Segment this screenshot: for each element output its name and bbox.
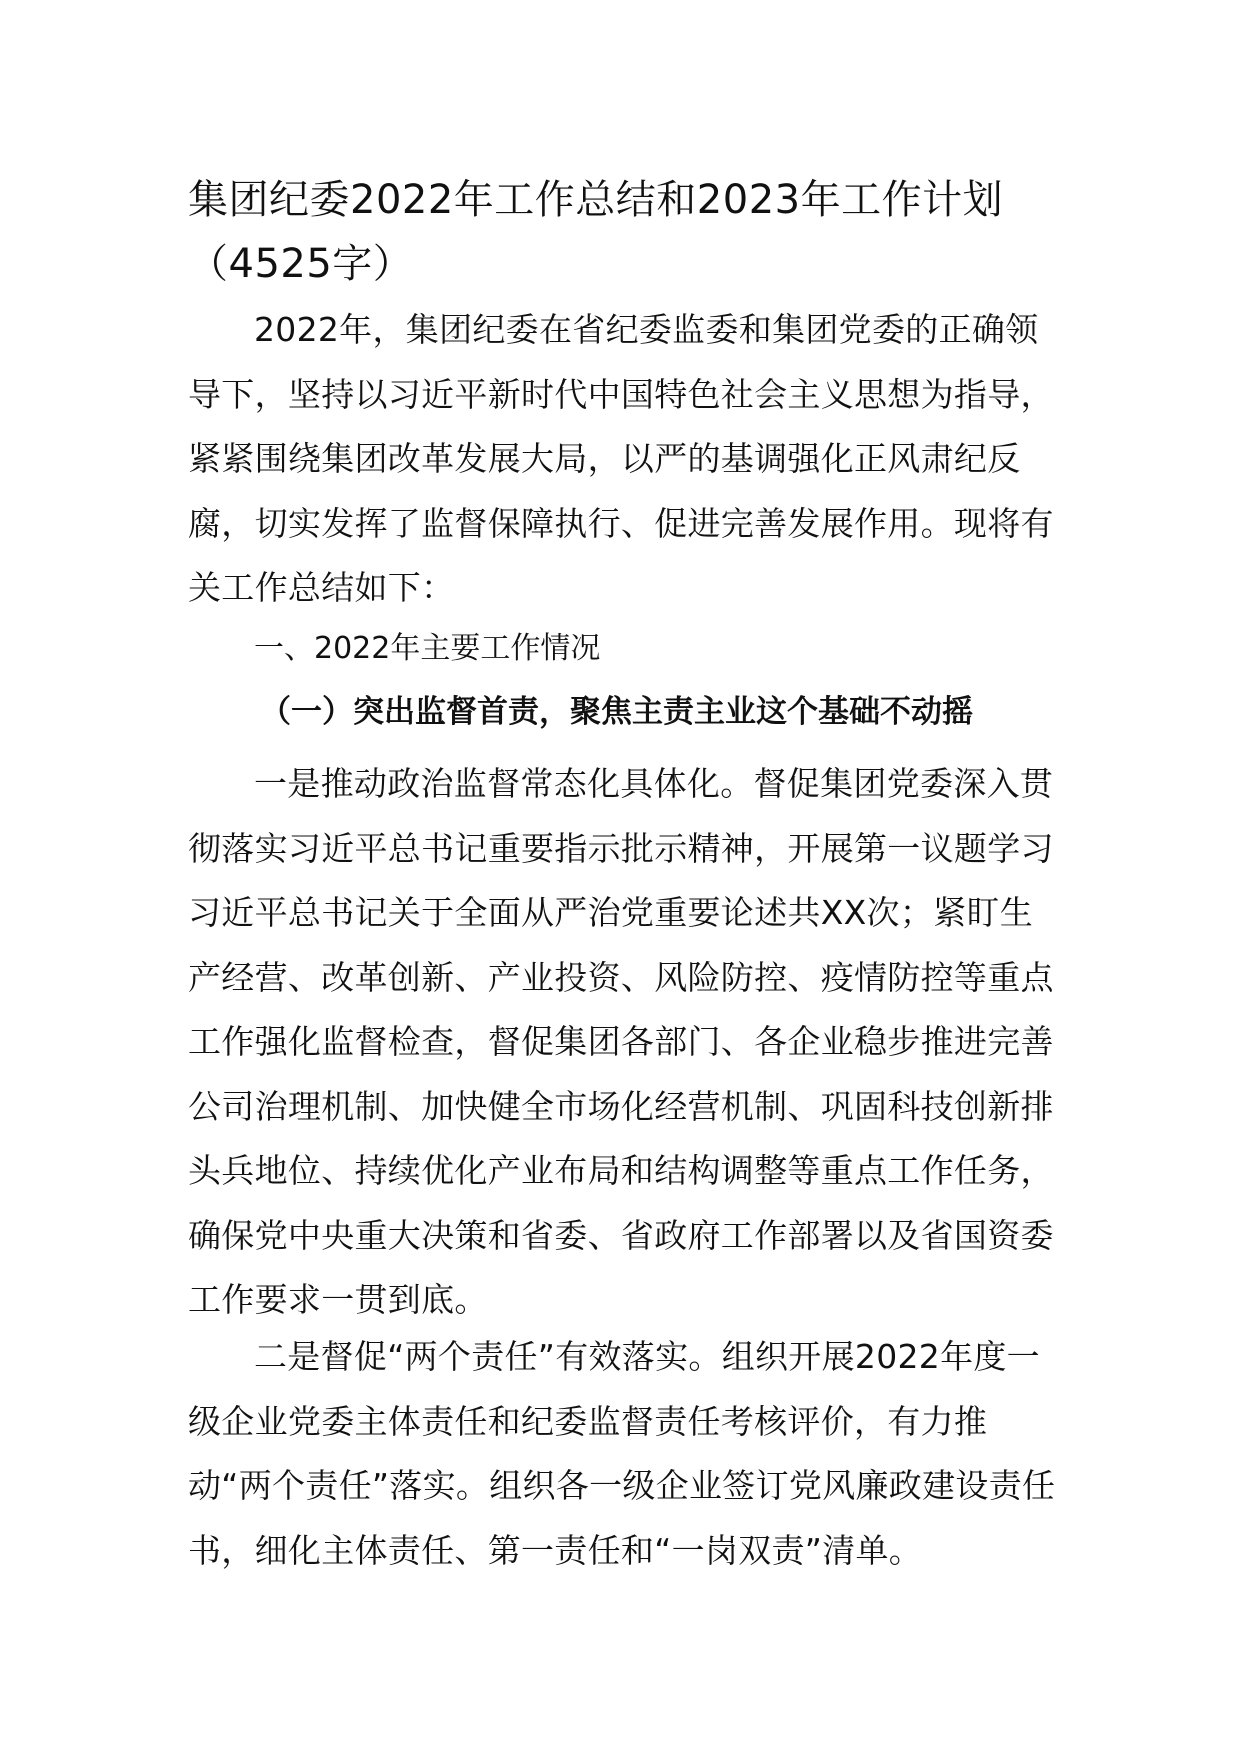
section-heading: 一、2022年主要工作情况 — [254, 631, 601, 666]
paragraph-two-responsibilities: 二是督促“两个责任”有效落实。组织开展2022年度一级企业党委主体责任和纪委监督责任考核评价，有力推动“两个责任”落实。组织各一级企业签订党风廉政建设责任书，细化主体责任、第一责任和“一岗双责”清单。 — [188, 1337, 1056, 1570]
paragraph-political-supervision: 一是推动政治监督常态化具体化。督促集团党委深入贯彻落实习近平总书记重要指示批示精神，开展第一议题学习习近平总书记关于全面从严治党重要论述共XX次；紧盯生产经营、改革创新、产业投资、风险防控、疫情防控等重点工作强化监督检查，督促集团各部门、各企业稳步推进完善公司治理机制、加快健全市场化经营机制、巩固科技创新排头兵地位、持续优化产业布局和结构调整等重点工作任务，确保党中央重大决策和省委、省政府工作部署以及省国资委工作要求一贯到底。 — [188, 764, 1054, 1319]
intro-paragraph: 2022年，集团纪委在省纪委监委和集团党委的正确领导下，坚持以习近平新时代中国特色社会主义思想为指导，紧紧围绕集团改革发展大局，以严的基调强化正风肃纪反腐，切实发挥了监督保障执行、促进完善发展作用。现将有关工作总结如下： — [188, 310, 1054, 607]
subsection-heading: （一）突出监督首责，聚焦主责主业这个基础不动摇 — [260, 694, 973, 730]
document-title: 集团纪委2022年工作总结和2023年工作计划（4525字） — [188, 177, 1004, 287]
